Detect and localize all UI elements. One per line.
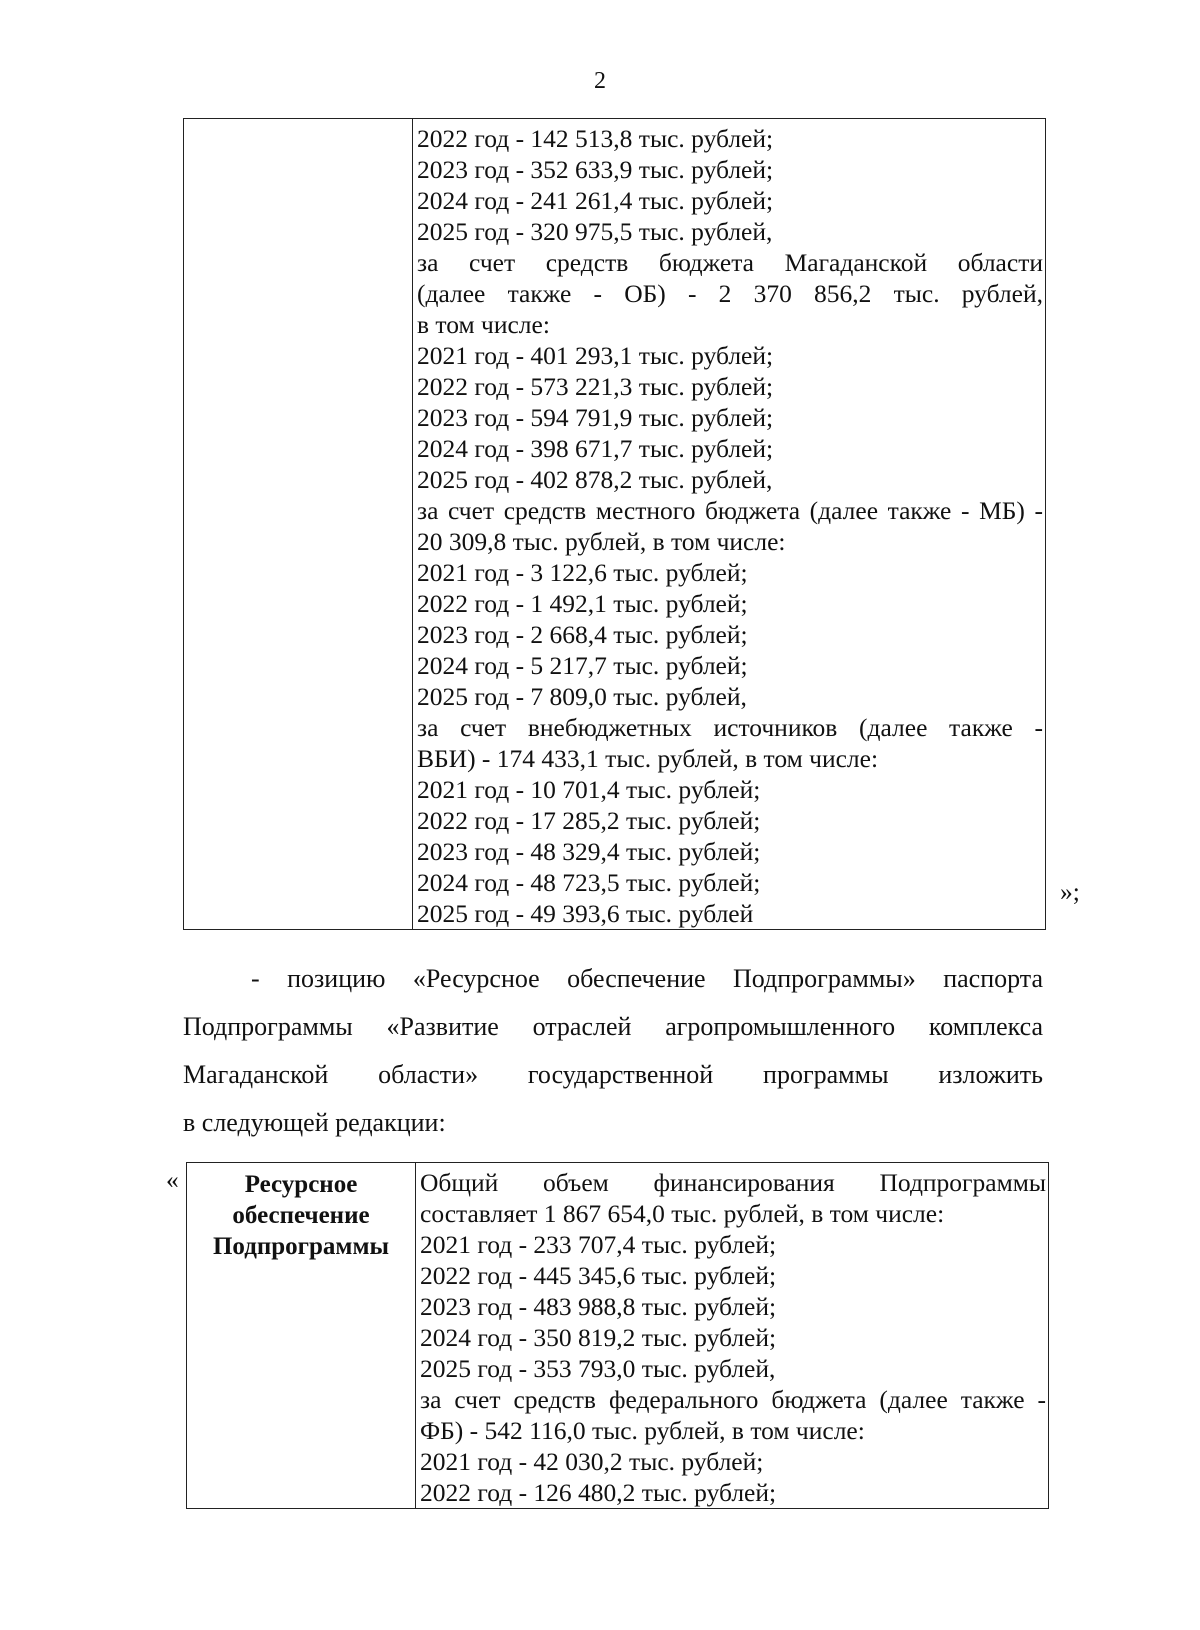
funding-line: 2021 год - 10 701,4 тыс. рублей;: [417, 775, 761, 804]
funding-line: 2025 год - 402 878,2 тыс. рублей,: [417, 465, 773, 494]
funding-line: ВБИ) - 174 433,1 тыс. рублей, в том числе:: [417, 744, 879, 773]
funding-line: 2022 год - 126 480,2 тыс. рублей;: [420, 1478, 777, 1507]
funding-line: 2022 год - 573 221,3 тыс. рублей;: [417, 372, 774, 401]
label-line: Подпрограммы: [212, 1233, 389, 1260]
funding-line: (далее также - ОБ) - 2 370 856,2 тыс. рублей,: [417, 279, 1043, 308]
funding-line: 2021 год - 401 293,1 тыс. рублей;: [417, 341, 774, 370]
funding-line: за счет средств федерального бюджета (далее также -: [420, 1385, 1046, 1414]
funding-line: составляет 1 867 654,0 тыс. рублей, в том числе:: [420, 1199, 945, 1228]
funding-line: 2023 год - 48 329,4 тыс. рублей;: [417, 837, 761, 866]
funding-details-cell: [413, 119, 1046, 930]
funding-line: 2021 год - 42 030,2 тыс. рублей;: [420, 1447, 764, 1476]
funding-line: 2024 год - 48 723,5 тыс. рублей;: [417, 868, 761, 897]
funding-line: за счет внебюджетных источников (далее также -: [417, 713, 1043, 742]
funding-line: за счет средств местного бюджета (далее также - МБ) -: [417, 496, 1043, 525]
funding-line: 2023 год - 594 791,9 тыс. рублей;: [417, 403, 774, 432]
paragraph-line: в следующей редакции:: [183, 1108, 446, 1137]
opening-quote: «: [166, 1165, 179, 1194]
funding-line: 2025 год - 320 975,5 тыс. рублей,: [417, 217, 773, 246]
continuation-table: [183, 118, 1046, 930]
page-number: 2: [594, 68, 606, 94]
amendment-paragraph: [183, 955, 1043, 1147]
paragraph-line: Магаданской области» государственной программы изложить: [183, 1060, 1043, 1089]
funding-line: 2024 год - 5 217,7 тыс. рублей;: [417, 651, 748, 680]
label-line: Ресурсное: [244, 1171, 358, 1198]
funding-line: 2025 год - 7 809,0 тыс. рублей,: [417, 682, 747, 711]
funding-line: 2022 год - 142 513,8 тыс. рублей;: [417, 124, 774, 153]
funding-line: ФБ) - 542 116,0 тыс. рублей, в том числе:: [420, 1416, 865, 1445]
funding-line: 2023 год - 483 988,8 тыс. рублей;: [420, 1292, 777, 1321]
funding-line: 2025 год - 353 793,0 тыс. рублей,: [420, 1354, 776, 1383]
funding-line: 20 309,8 тыс. рублей, в том числе:: [417, 527, 786, 556]
funding-line: 2024 год - 350 819,2 тыс. рублей;: [420, 1323, 777, 1352]
resource-provision-label-cell: [187, 1163, 416, 1509]
paragraph-line: - позицию «Ресурсное обеспечение Подпрограммы» паспорта: [251, 964, 1043, 993]
funding-line: 2022 год - 445 345,6 тыс. рублей;: [420, 1261, 777, 1290]
funding-line: в том числе:: [417, 310, 550, 339]
funding-line: 2022 год - 17 285,2 тыс. рублей;: [417, 806, 761, 835]
label-line: обеспечение: [232, 1202, 370, 1229]
paragraph-line: Подпрограммы «Развитие отраслей агропромышленного комплекса: [183, 1012, 1043, 1041]
funding-line: 2022 год - 1 492,1 тыс. рублей;: [417, 589, 748, 618]
closing-quote: »;: [1060, 877, 1080, 906]
funding-line: 2024 год - 398 671,7 тыс. рублей;: [417, 434, 774, 463]
funding-line: 2023 год - 2 668,4 тыс. рублей;: [417, 620, 748, 649]
funding-line: 2021 год - 3 122,6 тыс. рублей;: [417, 558, 748, 587]
resource-provision-details-cell: [416, 1163, 1049, 1509]
funding-line: 2023 год - 352 633,9 тыс. рублей;: [417, 155, 774, 184]
funding-line: Общий объем финансирования Подпрограммы: [420, 1168, 1046, 1197]
funding-line: 2025 год - 49 393,6 тыс. рублей: [417, 899, 754, 928]
resource-provision-table: [186, 1162, 1049, 1509]
funding-line: 2021 год - 233 707,4 тыс. рублей;: [420, 1230, 777, 1259]
empty-label-cell: [184, 119, 413, 930]
funding-line: 2024 год - 241 261,4 тыс. рублей;: [417, 186, 774, 215]
funding-line: за счет средств бюджета Магаданской области: [417, 248, 1043, 277]
